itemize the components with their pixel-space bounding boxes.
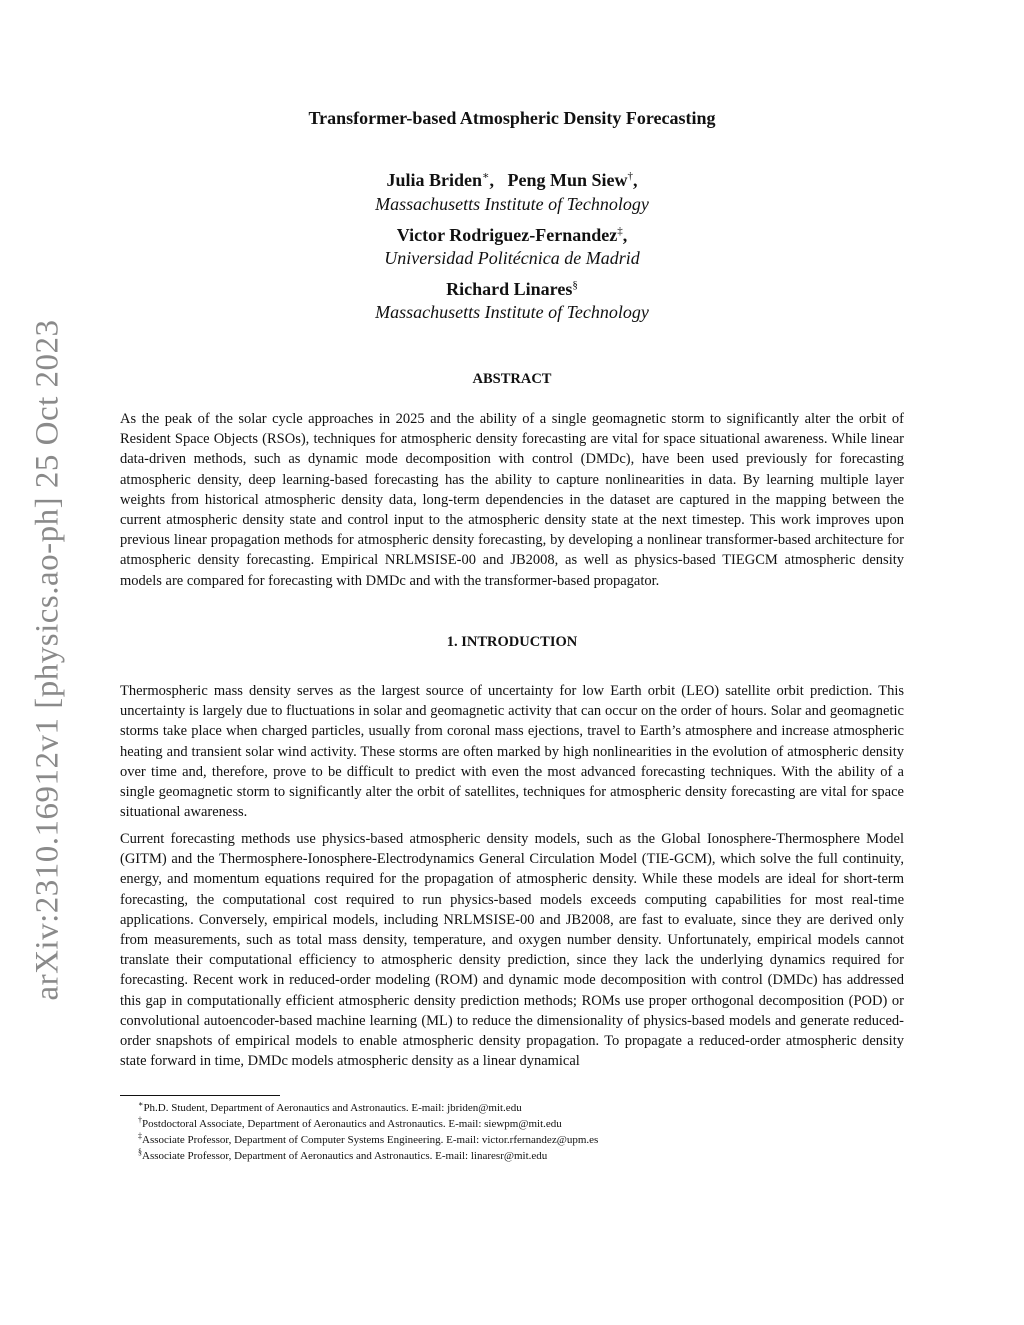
section-heading-introduction: 1. INTRODUCTION — [446, 634, 578, 650]
footnote-text: Ph.D. Student, Department of Aeronautics and Astronautics. E-mail: jbriden@mit.edu — [143, 1102, 522, 1114]
author-name: Julia Briden — [386, 170, 483, 190]
footnote-item — [138, 1100, 904, 1116]
author-mark: ∗ — [482, 170, 490, 182]
intro-paragraph-1: Thermospheric mass density serves as the largest source of uncertainty for low Earth orbit (LEO) satellite orbit prediction. This uncertainty is largely due to fluctuations in solar and geomagnetic activity that can occur on the order of hours. Solar and geomagnetic storms take place when charged particles, usually from coronal mass ejections, travel to Earth’s atmosphere and increase atmospheric heating and transient solar wind activity. These storms are often marked by high nonlinearities in the evolution of atmospheric density over time and, therefore, prove to be difficult to predict with even the most advanced forecasting techniques. With the ability of a single geomagnetic storm to significantly alter the orbit of satellites, techniques for atmospheric density forecasting are vital for space situational awareness. — [120, 683, 904, 821]
footnote-divider — [120, 1095, 280, 1096]
affiliation-2: Universidad Politécnica de Madrid — [384, 248, 640, 268]
footnote-text: Associate Professor, Department of Computer Systems Engineering. E-mail: victor.rfernandez@upm.es — [142, 1134, 599, 1146]
author-mark: ‡ — [617, 225, 623, 237]
affiliation-1: Massachusetts Institute of Technology — [375, 194, 649, 214]
footnote-item — [138, 1148, 904, 1164]
author-name: Peng Mun Siew — [507, 170, 628, 190]
footnote-mark: ‡ — [138, 1131, 142, 1141]
author-mark: § — [572, 279, 578, 291]
author-line-1: Julia Briden∗, Peng Mun Siew†, — [386, 170, 638, 190]
author-name: Victor Rodriguez-Fernandez — [396, 225, 618, 245]
paper-title: Transformer-based Atmospheric Density Forecasting — [308, 108, 716, 128]
intro-paragraph-2: Current forecasting methods use physics-based atmospheric density models, such as the Global Ionosphere-Thermosphere Model (GITM) and the Thermosphere-Ionosphere-Electrodynamics General Circulation Model (TIE-GCM), which solve the full continuity, energy, and momentum equations required for the propagation of atmospheric density. While these models are ideal for short-term forecasting, the computational cost required to run physics-based models exceeds computing capabilities for most real-time applications. Conversely, empirical models, including NRLMSISE-00 and JB2008, are fast to evaluate, since they are derived only from measurements, such as total mass density, temperature, and oxygen number density. Unfortunately, empirical models cannot translate their computational efficiency to atmospheric density prediction, since they lack the underlying dynamics required for forecasting. Recent work in reduced-order modeling (ROM) and dynamic mode decomposition with control (DMDc) has addressed this gap in computationally efficient atmospheric density prediction methods; ROMs use proper orthogonal decomposition (POD) or convolutional autoencoder-based machine learning (ML) to reduce the dimensionality of physics-based models and generate reduced-order snapshots of empirical models to enable atmospheric density propagation. To propagate a reduced-order atmospheric density state forward in time, DMDc models atmospheric density as a linear dynamical — [120, 831, 904, 1070]
author-mark: † — [627, 170, 634, 182]
author-line-2: Victor Rodriguez-Fernandez‡, — [396, 225, 628, 245]
footnote-item — [138, 1116, 904, 1132]
footnote-mark: ∗ — [138, 1099, 144, 1109]
footnote-item — [138, 1132, 904, 1148]
footnote-text: Associate Professor, Department of Aeronautics and Astronautics. E-mail: linaresr@mit.edu — [142, 1150, 548, 1162]
footnote-mark: § — [138, 1147, 142, 1157]
footnotes — [138, 1100, 904, 1164]
affiliation-3: Massachusetts Institute of Technology — [375, 302, 649, 322]
author-line-3 — [120, 279, 904, 300]
footnote-mark: † — [138, 1115, 142, 1125]
abstract-text: As the peak of the solar cycle approaches in 2025 and the ability of a single geomagnetic storm to significantly alter the orbit of Resident Space Objects (RSOs), techniques for atmospheric density forecasting are vital for space situational awareness. While linear data-driven methods, such as dynamic mode decomposition with control (DMDc), have been used previously for forecasting atmospheric density, deep learning-based forecasting has the ability to capture nonlinearities in data. By learning multiple layer weights from historical atmospheric density data, long-term dependencies in the dataset are captured in the mapping between the current atmospheric density state and control input to the atmospheric density state at the next timestep. This work improves upon previous linear propagation methods for atmospheric density forecasting, by developing a nonlinear transformer-based architecture for atmospheric density forecasting. Empirical NRLMSISE-00 and JB2008, as well as physics-based TIEGCM atmospheric density models are compared for forecasting with DMDc and with the transformer-based propagator. — [120, 411, 904, 589]
abstract-heading: ABSTRACT — [472, 371, 552, 387]
arxiv-identifier: arXiv:2310.16912v1 [physics.ao-ph] 25 Oct 2023 — [29, 319, 66, 1001]
footnote-text: Postdoctoral Associate, Department of Aeronautics and Astronautics. E-mail: siewpm@mit.edu — [142, 1118, 562, 1130]
author-name: Richard Linares — [446, 279, 573, 299]
